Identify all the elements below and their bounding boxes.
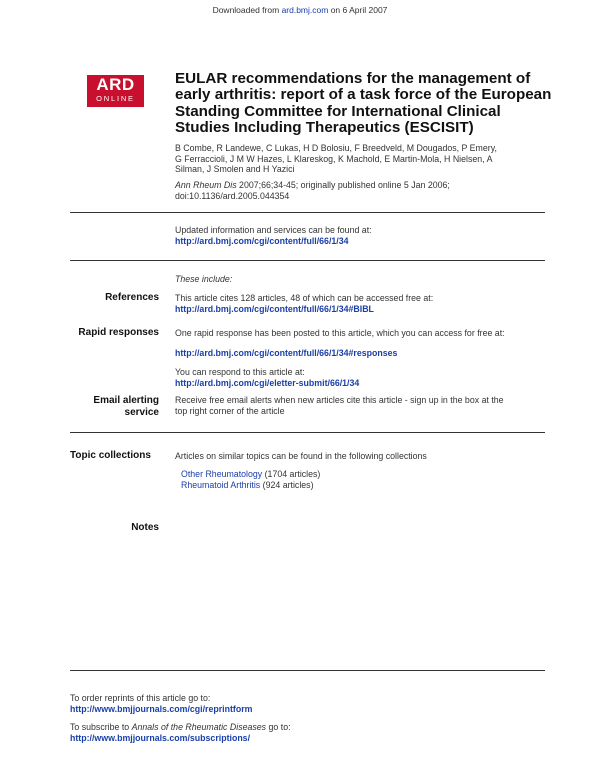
author-list: [175, 143, 555, 175]
article-title: [175, 71, 555, 136]
references-text: This article cites 128 articles, 48 of which can be accessed free at:: [175, 293, 434, 303]
citation-details: 2007;66;34-45; originally published online 5 Jan 2006;: [236, 180, 450, 190]
logo-ard-text: ARD: [96, 75, 135, 94]
respond-link[interactable]: http://ard.bmj.com/cgi/eletter-submit/66/1/34: [175, 378, 360, 388]
topic-item: [181, 469, 320, 480]
divider-middle: [70, 260, 545, 261]
email-alerting-label-line: service: [124, 407, 159, 418]
email-alerting-text: [175, 395, 504, 416]
logo-online-text: ONLINE: [96, 94, 135, 103]
journal-name: Ann Rheum Dis: [175, 180, 237, 190]
citation: [175, 180, 555, 201]
topic-collections-label: Topic collections: [70, 450, 151, 461]
download-info: [0, 5, 600, 15]
rapid-responses-text: One rapid response has been posted to this article, which you can access for free at:: [175, 328, 505, 338]
updated-info-text: Updated information and services can be found at:: [175, 225, 372, 235]
site-link[interactable]: ard.bmj.com: [281, 5, 329, 15]
subscribe-text: [70, 722, 291, 733]
topic-item: [181, 480, 314, 491]
email-alerting-label: [60, 395, 159, 419]
reprints-text: To order reprints of this article go to:: [70, 693, 211, 703]
updated-info-link[interactable]: http://ard.bmj.com/cgi/content/full/66/1/34: [175, 236, 349, 246]
topic-count: (1704 articles): [262, 469, 321, 479]
title-line: EULAR recommendations for the management of: [175, 70, 531, 87]
download-prefix: Downloaded from: [212, 5, 280, 15]
rapid-responses-label: Rapid responses: [78, 327, 159, 338]
divider-lower: [70, 432, 545, 433]
reprints-link[interactable]: http://www.bmjjournals.com/cgi/reprintform: [70, 704, 253, 714]
ard-online-logo: [87, 75, 144, 107]
topic-count: (924 articles): [260, 480, 314, 490]
divider-top: [70, 212, 545, 213]
email-alerting-text-line: top right corner of the article: [175, 405, 285, 416]
respond-text: You can respond to this article at:: [175, 367, 305, 377]
author-line: Silman, J Smolen and H Yazici: [175, 164, 295, 175]
divider-bottom: [70, 670, 545, 671]
download-date: on 6 April 2007: [330, 5, 388, 15]
author-line: B Combe, R Landewe, C Lukas, H D Bolosiu, F Breedveld, M Dougados, P Emery,: [175, 143, 497, 153]
title-line: Studies Including Therapeutics (ESCISIT): [175, 118, 474, 136]
subscribe-journal: Annals of the Rheumatic Diseases: [131, 722, 267, 732]
topic-collections-text: Articles on similar topics can be found in the following collections: [175, 451, 427, 461]
references-link[interactable]: http://ard.bmj.com/cgi/content/full/66/1/34#BIBL: [175, 304, 374, 314]
references-label: References: [105, 292, 159, 303]
topic-link-other-rheumatology[interactable]: Other Rheumatology: [181, 469, 263, 479]
subscribe-prefix: To subscribe to: [70, 722, 132, 732]
title-line: early arthritis: report of a task force of the European: [175, 86, 552, 104]
email-alerting-label-line: Email alerting: [93, 395, 159, 406]
rapid-responses-link[interactable]: http://ard.bmj.com/cgi/content/full/66/1/34#responses: [175, 348, 398, 358]
subscribe-suffix: go to:: [266, 722, 291, 732]
email-alerting-text-line: Receive free email alerts when new articles cite this article - sign up in the box at the: [175, 395, 504, 405]
notes-label: Notes: [131, 522, 159, 533]
doi: doi:10.1136/ard.2005.044354: [175, 190, 290, 201]
topic-link-rheumatoid-arthritis[interactable]: Rheumatoid Arthritis: [181, 480, 261, 490]
includes-heading: These include:: [175, 274, 233, 284]
subscribe-link[interactable]: http://www.bmjjournals.com/subscriptions/: [70, 733, 251, 743]
title-line: Standing Committee for International Clinical: [175, 102, 501, 120]
author-line: G Ferraccioli, J M W Hazes, L Klareskog, K Machold, E Martin-Mola, H Nielsen, A: [175, 153, 493, 164]
